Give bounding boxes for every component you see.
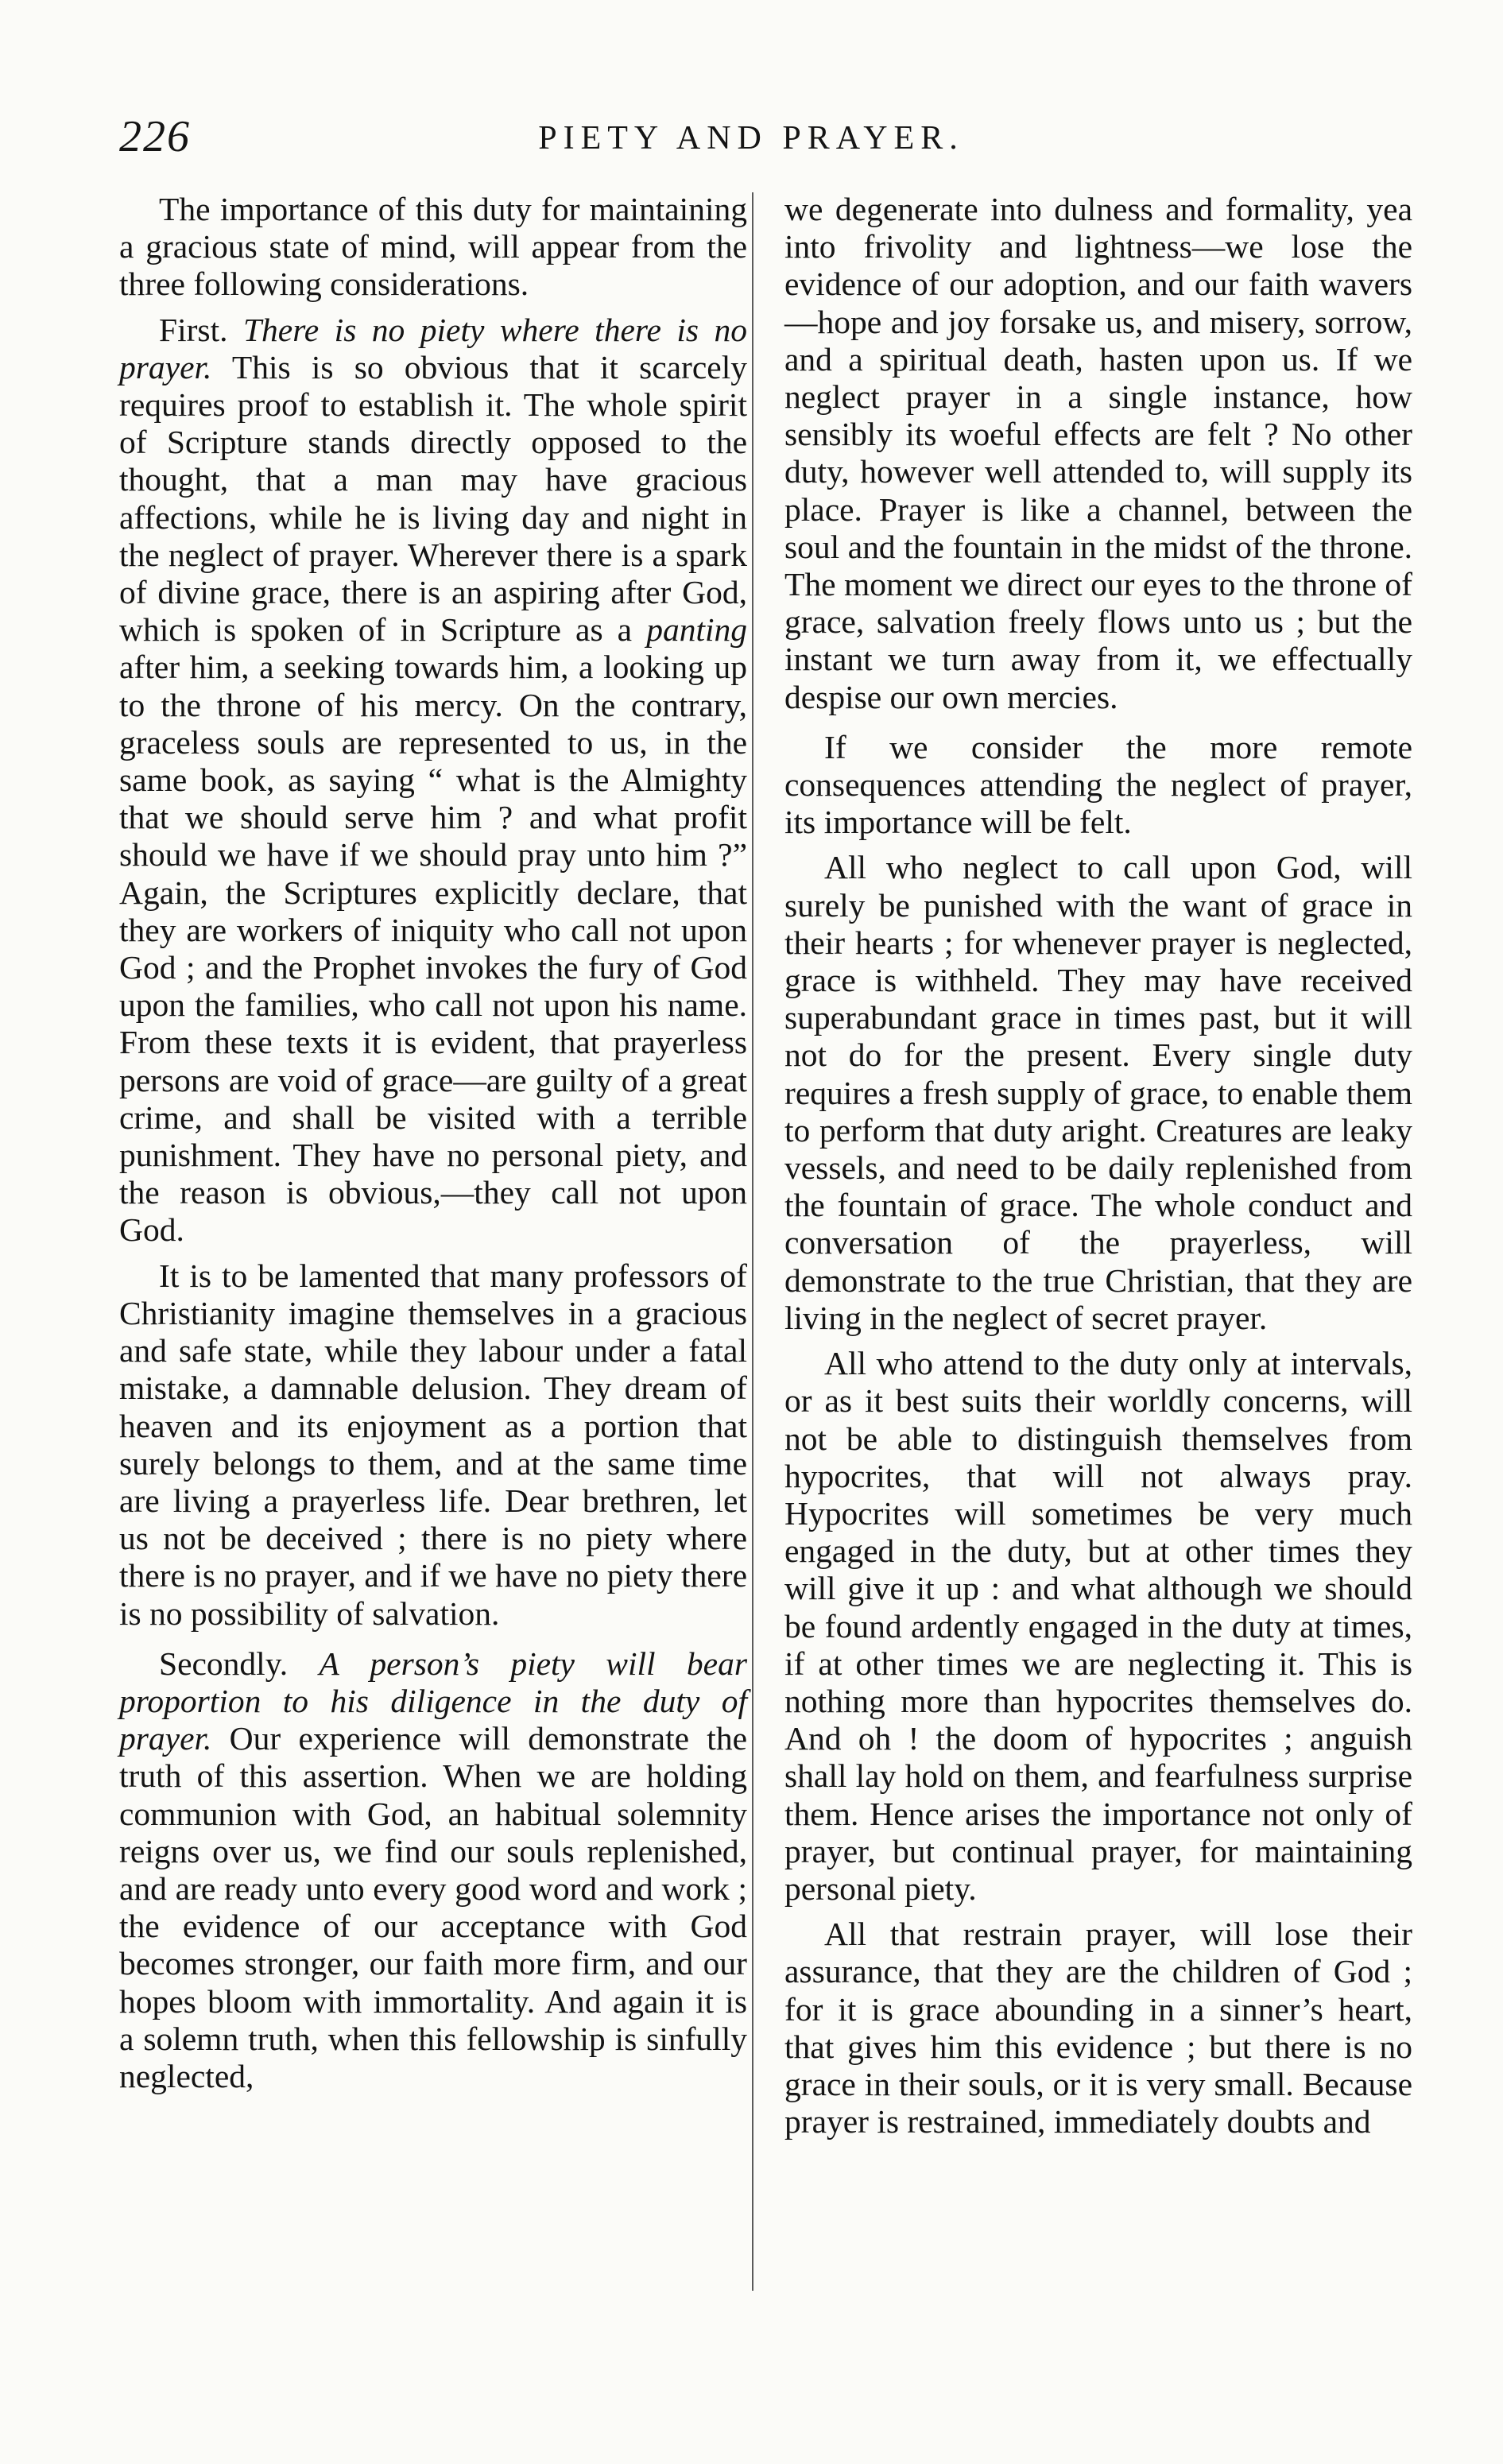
- secondly-lead: Secondly.: [159, 1645, 320, 1682]
- left-column: [119, 191, 747, 2103]
- paragraph-secondly: [119, 1645, 747, 2095]
- column-divider: [752, 192, 753, 2291]
- first-heading: There is no piety where there is no prayer.: [119, 311, 747, 385]
- paragraph-first: [119, 312, 747, 1249]
- first-italic-word: panting: [646, 611, 747, 649]
- right-column: [784, 191, 1412, 2148]
- first-lead: First.: [159, 311, 243, 348]
- paragraph-intervals: All who attend to the duty only at intervals, or as it best suits their worldly concerns, will not be able to distinguish themselves from hypocrites, that will not always pray. Hypocrites will sometimes be very much engaged in the duty, but at other times they will give it up : and what although we should be found ardently engaged in the duty at times, if at other times we are neglecting it. This is nothing more than hypocrites themselves do. And oh ! the doom of hypocrites ; anguish shall lay hold on them, and fearfulness surprise them. Hence arises the importance not only of prayer, but continual prayer, for maintaining personal piety.: [784, 1345, 1412, 1907]
- paragraph-lament: It is to be lamented that many professors of Christianity imagine themselves in a gracious and safe state, while they labour under a fatal mistake, a damnable delusion. They dream of heaven and its enjoyment as a portion that surely belongs to them, and at the same time are living a prayerless life. Dear brethren, let us not be deceived ; there is no piety where there is no prayer, and if we have no piety there is no possibility of salvation.: [119, 1257, 747, 1632]
- paragraph-intro: The importance of this duty for maintaining a gracious state of mind, will appear from the three following considerations.: [119, 191, 747, 303]
- paragraph-neglect: All who neglect to call upon God, will surely be punished with the want of grace in their hearts ; for whenever prayer is neglected, grace is withheld. They may have received superabundant grace in times past, but it will not do for the present. Every single duty requires a fresh supply of grace, to enable them to perform that duty aright. Creatures are leaky vessels, and need to be daily replenished from the fountain of grace. The whole conduct and conversation of the prayerless, will demonstrate to the true Christian, that they are living in the neglect of secret prayer.: [784, 849, 1412, 1336]
- paragraph-restrain: All that restrain prayer, will lose their assurance, that they are the children of God ; for it is grace abounding in a sinner’s heart, that gives him this evidence ; but there is no grace in their souls, or it is very small. Because prayer is restrained, immediately doubts and: [784, 1916, 1412, 2141]
- paragraph-continued: we degenerate into dulness and formality, yea into frivolity and lightness—we lose the evidence of our adoption, and our faith wavers—hope and joy forsake us, and misery, sorrow, and a spiritual death, hasten upon us. If we neglect prayer in a single instance, how sensibly its woeful effects are felt ? No other duty, however well attended to, will supply its place. Prayer is like a channel, between the soul and the fountain in the midst of the throne. The moment we direct our eyes to the throne of grace, salvation freely flows unto us ; but the instant we turn away from it, we effectually despise our own mercies.: [784, 191, 1412, 715]
- first-text-b: after him, a seeking towards him, a looking up to the throne of his mercy. On the contrary, graceless souls are represented to us, in the same book, as saying “ what is the Almighty that we should serve him ? and what profit should we have if we should pray unto him ?” Again, the Scriptures explicitly declare, that they are workers of iniquity who call not upon God ; and the Prophet invokes the fury of God upon the families, who call not upon his name. From these texts it is evident, that prayerless persons are void of grace—are guilty of a great crime, and shall be visited with a terrible punishment. They have no personal piety, and the reason is obvious,—they call not upon God.: [119, 649, 747, 1249]
- secondly-heading: A person’s piety will bear proportion to his diligence in the duty of prayer.: [119, 1645, 747, 1757]
- first-text-a: This is so obvious that it scarcely requires proof to establish it. The whole spirit of Scripture stands directly opposed to the thought, that a man may have gracious affections, while he is living day and night in the neglect of prayer. Wherever there is a spark of divine grace, there is an aspiring after God, which is spoken of in Scripture as a: [119, 348, 747, 649]
- page-number: 226: [119, 112, 191, 161]
- running-title: PIETY AND PRAYER.: [538, 120, 964, 157]
- paragraph-consequences: If we consider the more remote consequences attending the neglect of prayer, its importance will be felt.: [784, 728, 1412, 841]
- page-header: [119, 105, 1383, 169]
- secondly-text: Our experience will demonstrate the truth of this assertion. When we are holding communion with God, an habitual solemnity reigns over us, we find our souls replenished, and are ready unto every good word and work ; the evidence of our acceptance with God becomes stronger, our faith more firm, and our hopes bloom with immortality. And again it is a solemn truth, when this fellowship is sinfully neglected,: [119, 1720, 747, 2094]
